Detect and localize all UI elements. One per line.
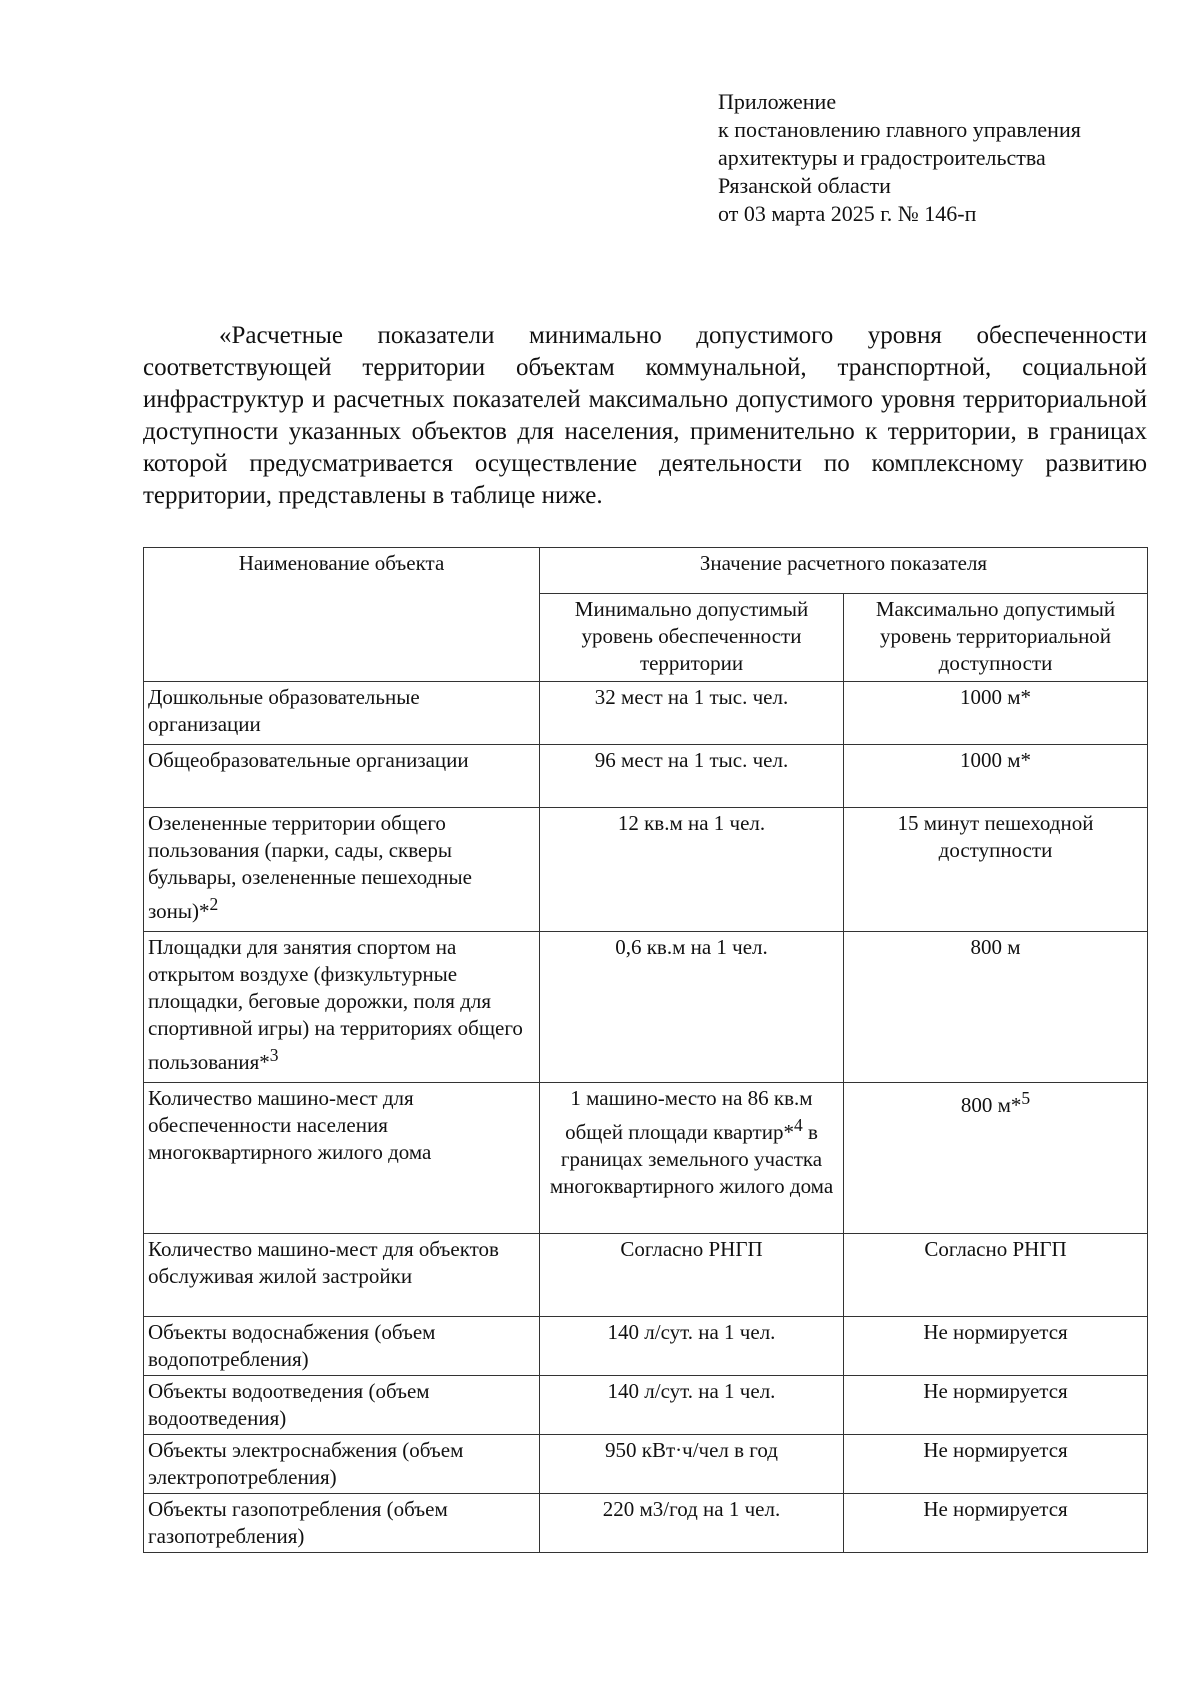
appendix-header-line: к постановлению главного управления: [718, 117, 1081, 142]
column-header-min: Минимально допустимый уровень обеспеченности территории: [540, 594, 844, 682]
object-name: Общеобразовательные организации: [144, 745, 540, 808]
appendix-header-line: архитектуры и градостроительства: [718, 145, 1046, 170]
object-name: Объекты водоснабжения (объем водопотребления): [144, 1317, 540, 1376]
table-row: [144, 1494, 1148, 1553]
max-value: 15 минут пешеходной доступности: [844, 808, 1148, 932]
max-value: Не нормируется: [844, 1317, 1148, 1376]
max-value: 1000 м*: [844, 745, 1148, 808]
object-name-text: Озелененные территории общего пользования (парки, сады, скверы бульвары, озелененные пешеходные зоны)*: [148, 811, 472, 923]
object-name: [144, 808, 540, 932]
min-value: [540, 1083, 844, 1234]
table-row: [144, 682, 1148, 745]
indicators-table: [143, 547, 1148, 1553]
min-value: 140 л/сут. на 1 чел.: [540, 1317, 844, 1376]
footnote-mark: 4: [793, 1115, 803, 1135]
object-name: Дошкольные образовательные организации: [144, 682, 540, 745]
max-value: 800 м: [844, 932, 1148, 1083]
column-group-header: Значение расчетного показателя: [540, 548, 1148, 594]
min-value: 220 м3/год на 1 чел.: [540, 1494, 844, 1553]
footnote-mark: 3: [269, 1045, 279, 1065]
min-value: 0,6 кв.м на 1 чел.: [540, 932, 844, 1083]
table-row: [144, 1317, 1148, 1376]
object-name: Количество машино-мест для объектов обслуживая жилой застройки: [144, 1234, 540, 1317]
min-value: Согласно РНГП: [540, 1234, 844, 1317]
appendix-header-line: от 03 марта 2025 г. № 146-п: [718, 201, 977, 226]
table-row: [144, 1435, 1148, 1494]
max-value: Не нормируется: [844, 1435, 1148, 1494]
appendix-header: [718, 88, 1158, 228]
table-row: [144, 1376, 1148, 1435]
object-name: Объекты водоотведения (объем водоотведения): [144, 1376, 540, 1435]
max-value-text: 800 м*: [960, 1093, 1022, 1117]
min-value: 32 мест на 1 тыс. чел.: [540, 682, 844, 745]
min-value-text: в границах земельного участка многоквартирного жилого дома: [549, 1120, 834, 1198]
appendix-header-line: Приложение: [718, 89, 837, 114]
max-value: Согласно РНГП: [844, 1234, 1148, 1317]
object-name: Количество машино-мест для обеспеченности населения многоквартирного жилого дома: [144, 1083, 540, 1234]
min-value: 950 кВт·ч/чел в год: [540, 1435, 844, 1494]
max-value: 1000 м*: [844, 682, 1148, 745]
object-name: Объекты электроснабжения (объем электропотребления): [144, 1435, 540, 1494]
max-value: Не нормируется: [844, 1494, 1148, 1553]
table-row: [144, 745, 1148, 808]
min-value-text: 1 машино-место на 86 кв.м общей площади квартир*: [565, 1086, 813, 1144]
min-value: 140 л/сут. на 1 чел.: [540, 1376, 844, 1435]
table-row: [144, 1234, 1148, 1317]
max-value: Не нормируется: [844, 1376, 1148, 1435]
max-value: [844, 1083, 1148, 1234]
object-name: [144, 932, 540, 1083]
footnote-mark: 5: [1021, 1088, 1031, 1108]
table-row: [144, 1083, 1148, 1234]
footnote-mark: 2: [209, 894, 219, 914]
object-name: Объекты газопотребления (объем газопотребления): [144, 1494, 540, 1553]
table-row: [144, 932, 1148, 1083]
object-name-text: Площадки для занятия спортом на открытом воздухе (физкультурные площадки, беговые дорожки, поля для спортивной игры) на территориях общего пользования*: [148, 935, 523, 1074]
min-value: 96 мест на 1 тыс. чел.: [540, 745, 844, 808]
column-header-max: Максимально допустимый уровень территориальной доступности: [844, 594, 1148, 682]
column-header-name: Наименование объекта: [144, 548, 540, 682]
table-row: [144, 808, 1148, 932]
min-value: 12 кв.м на 1 чел.: [540, 808, 844, 932]
appendix-header-line: Рязанской области: [718, 173, 891, 198]
intro-paragraph: «Расчетные показатели минимально допустимого уровня обеспеченности соответствующей территории объектам коммунальной, транспортной, социальной инфраструктур и расчетных показателей максимально допустимого уровня территориальной доступности указанных объектов для населения, применительно к территории, в границах которой предусматривается осуществление деятельности по комплексному развитию территории, представлены в таблице ниже.: [143, 322, 1147, 509]
